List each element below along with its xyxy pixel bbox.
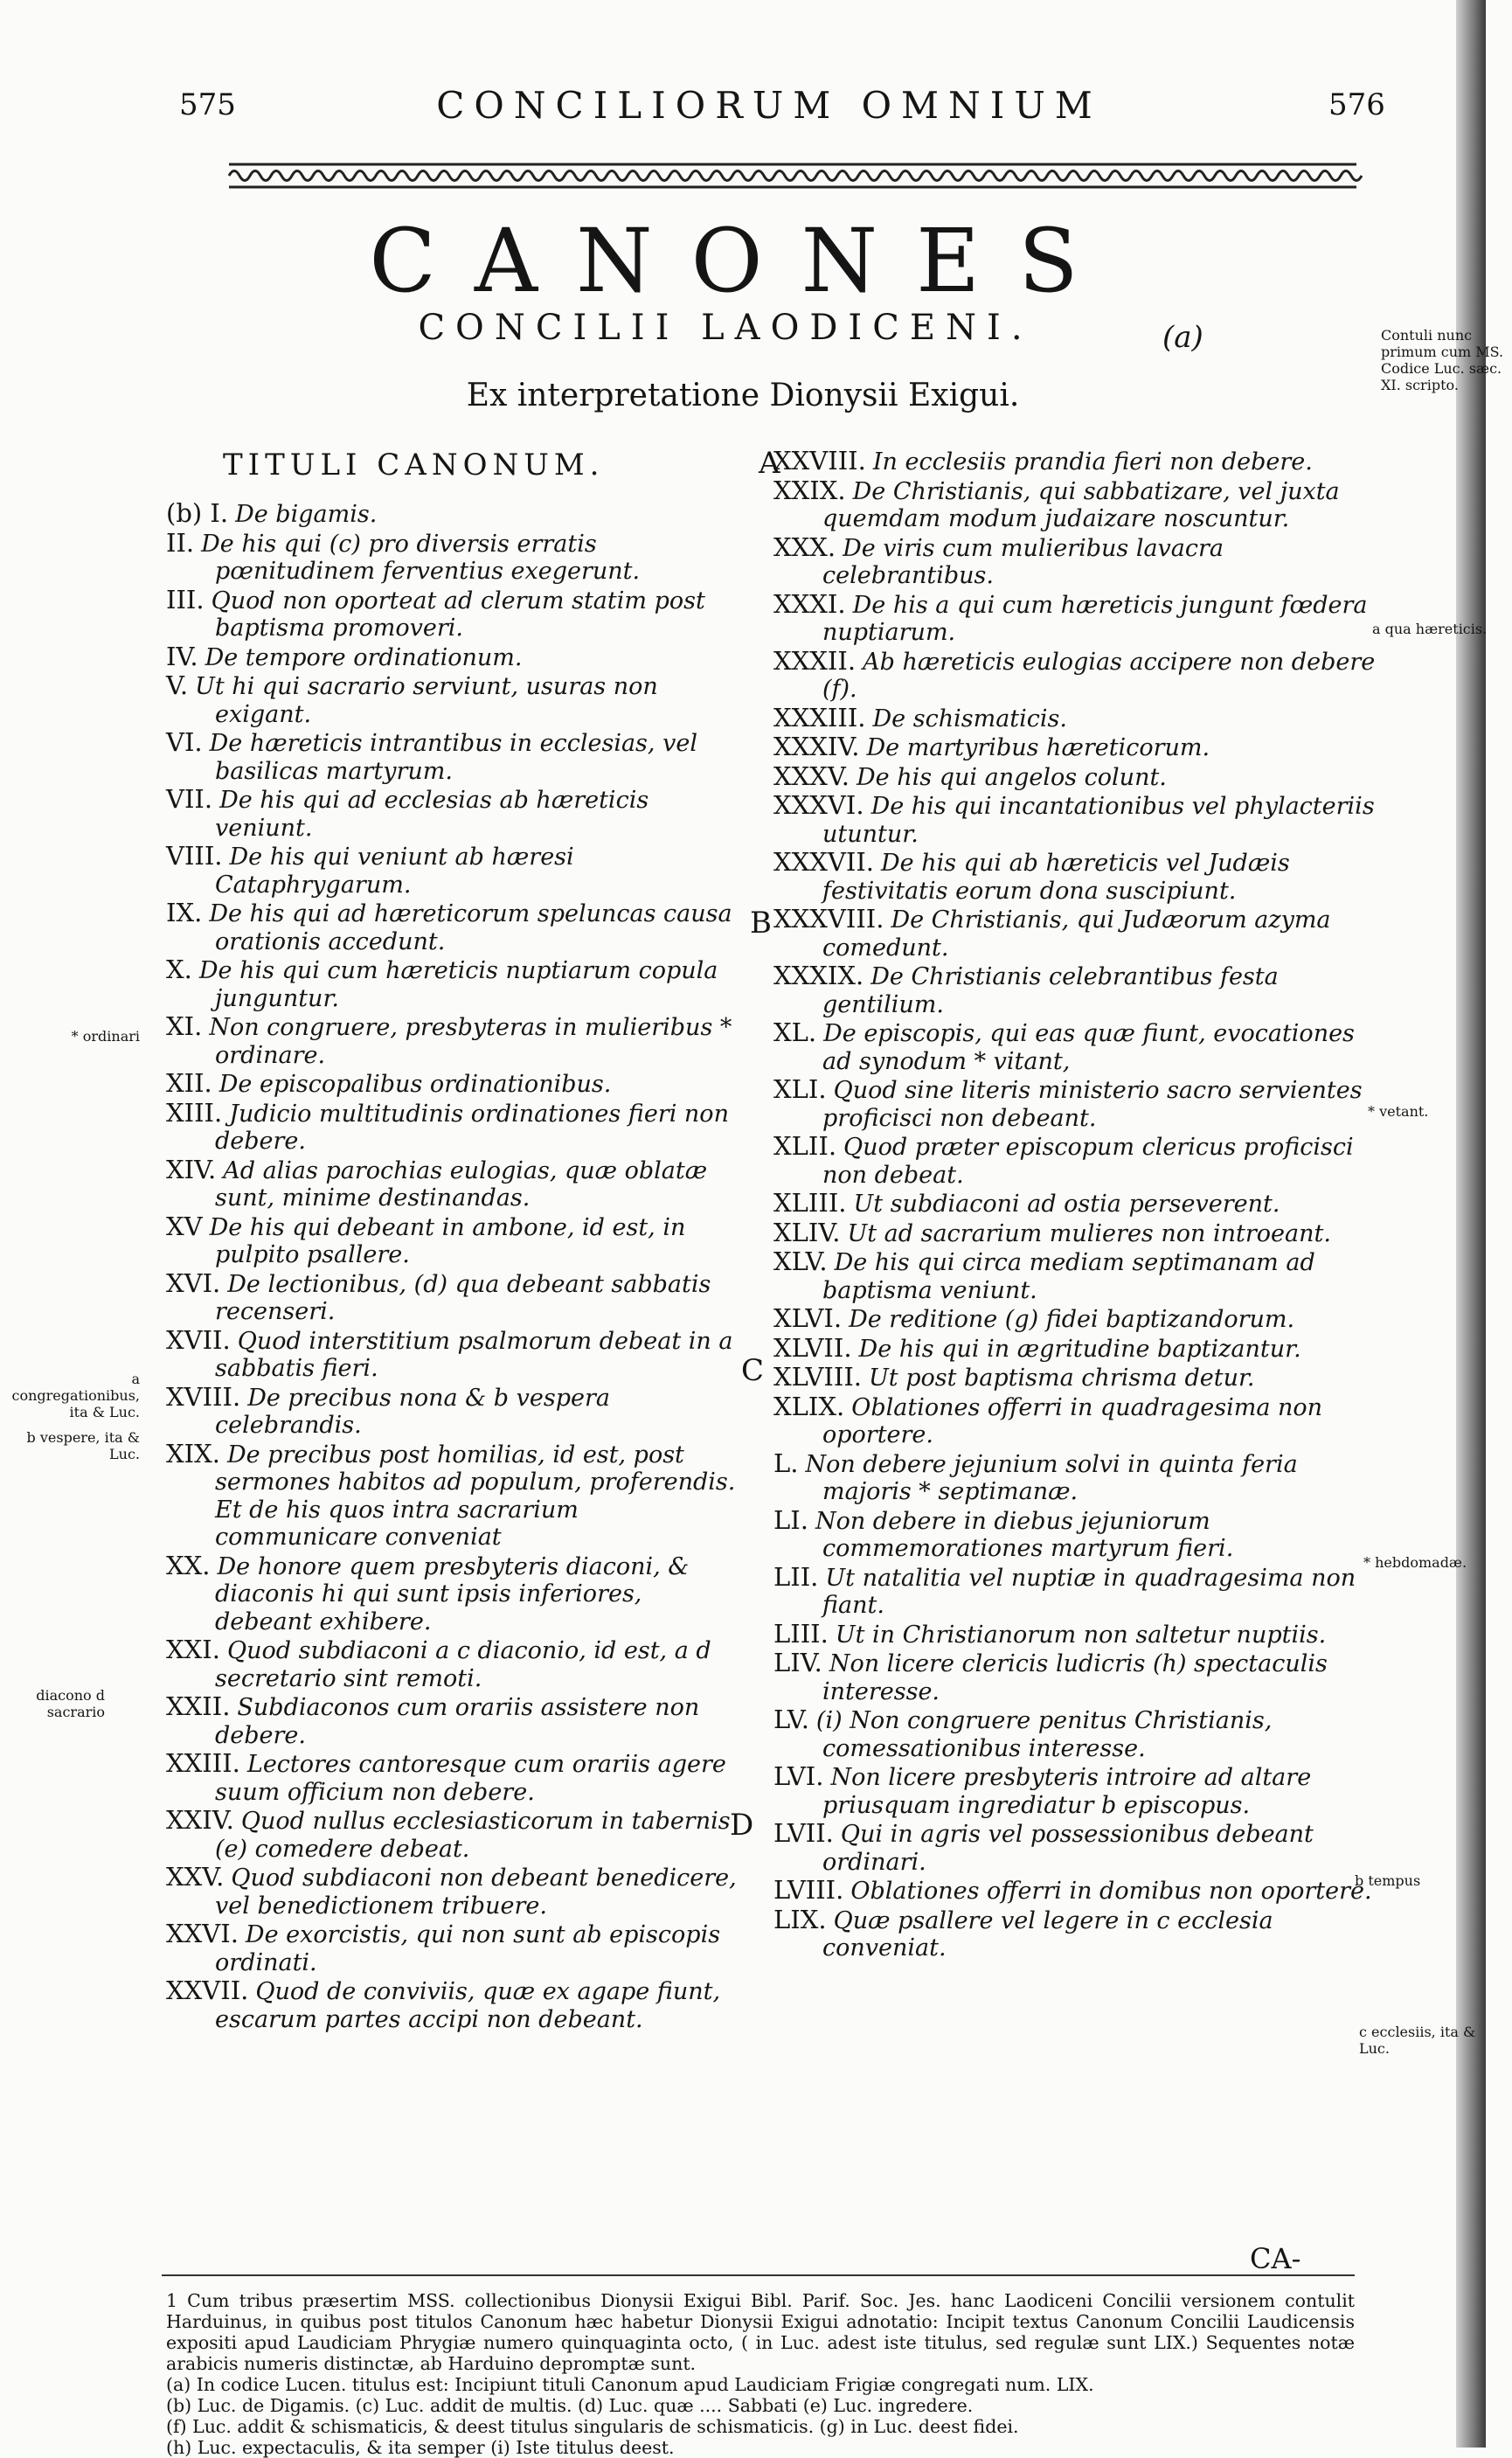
canon-title-entry [166,527,745,586]
canon-title-entry [166,1807,745,1863]
canon-title-entry [773,1877,1377,1906]
canon-title-text: Judicio multitudinis ordinationes fieri non debere. [215,1100,729,1155]
canon-number: IX. [166,898,203,927]
canon-number: XLII. [773,1131,837,1161]
canon-title-text: De reditione (g) fidei baptizandorum. [849,1306,1295,1333]
canon-title-entry [166,1213,745,1269]
canon-title-entry [166,899,745,955]
canon-title-text: De hæreticis intrantibus in ecclesias, vel basilicas martyrum. [209,730,697,785]
canon-number: LI. [773,1504,808,1535]
canon-number: XXXIX. [773,961,864,990]
canon-title-entry [773,1019,1377,1075]
canon-title-entry [166,672,745,728]
canon-title-text: Ut hi qui sacrario serviunt, usuras non exigant. [195,673,658,728]
canon-title-text: De martyribus hæreticorum. [866,734,1210,761]
left-column [166,500,745,2034]
canon-title-entry [166,1156,745,1212]
right-column [773,448,1377,1963]
canon-number: XXVII. [166,1975,249,2005]
canon-title-text: De precibus nona & b vespera celebrandis. [215,1384,610,1439]
canon-title-entry [166,1920,745,1976]
canon-title-entry [773,1763,1377,1819]
page-number-right: 576 [1328,87,1385,122]
canon-title-entry [166,1324,745,1383]
canon-title-entry [773,1820,1377,1876]
canon-title-text: Ut ad sacrarium mulieres non introeant. [847,1219,1331,1247]
canon-title-entry [166,956,745,1012]
canon-number: XXIV. [166,1805,234,1835]
canon-number: XXXI. [773,588,846,619]
canon-title-entry [773,733,1377,762]
canon-number: XV [166,1211,203,1241]
canon-number: XLVIII. [773,1362,862,1392]
canon-title-text: Ut in Christianorum non saltetur nuptiis. [835,1621,1327,1649]
canon-title-text: De his qui angelos colunt. [857,763,1167,791]
canon-title-text: De exorcistis, qui non sunt ab episcopis ordinati. [215,1921,721,1976]
canon-number: XXVIII. [773,446,866,476]
canon-title-entry [166,643,745,672]
footnote: 1 Cum tribus præsertim MSS. collectionibus Dionysii Exigui Bibl. Parif. Soc. Jes. hanc Laodiceni Concilii versionem contulit Harduinus, in quibus post titulos Canonum hæc habetur Dionysii Exigui adnotatio: Incipit textus Canonum Concilii Laudicensis expositi apud Laudiciam Phrygiæ numero quinquaginta octo, ( in Luc. adest iste titulus, sed regulæ sunt LIX.) Sequentes notæ arabicis numeris distinctæ, ab Harduino depromptæ sunt. [166,2290,1355,2374]
canon-title-entry [773,1364,1377,1392]
canon-number: XLI. [773,1074,827,1104]
canon-title-entry [773,792,1377,848]
canon-title-entry [773,448,1377,476]
canon-title-text: Ut natalitia vel nuptiæ in quadragesima non fiant. [822,1564,1356,1619]
canon-title-text: De episcopis, qui eas quæ fiunt, evocationes ad synodum * vitant, [822,1020,1355,1075]
canon-title-entry [166,1552,745,1636]
canon-number: XLVII. [773,1332,852,1363]
canon-number: X. [166,955,192,984]
canon-title-text: Quod interstitium psalmorum debeat in a sabbatis fieri. [215,1327,733,1382]
canon-title-entry [773,645,1377,704]
canon-number: VII. [166,784,213,814]
canon-title-entry [166,843,745,899]
canon-title-text: De his qui ab hæreticis vel Judæis festivitatis eorum dona suscipiunt. [822,850,1290,905]
canon-number: XXXV. [773,760,850,791]
canon-title-entry [773,1190,1377,1219]
canon-title-text: De his qui (c) pro diversis erratis pœnitudinem ferventius exegerunt. [201,530,641,585]
canon-number: XIV. [166,1154,217,1184]
canon-title-entry [773,1706,1377,1762]
subtitle-note: (a) [1162,320,1203,355]
canon-title-entry [773,760,1377,792]
canon-title-text: De his qui ad hæreticorum speluncas causa orationis accedunt. [209,900,732,955]
canon-title-entry [773,531,1377,590]
canon-number: XIII. [166,1097,223,1128]
canon-title-entry [773,1332,1377,1364]
canon-title-text: Non licere presbyteris introire ad altare priusquam ingrediatur b episcopus. [822,1764,1312,1819]
canon-title-entry [166,1381,745,1440]
canon-title-text: De tempore ordinationum. [205,643,523,671]
canon-title-entry [773,1076,1377,1132]
footnote-rule [162,2274,1355,2276]
canon-number: XXXIV. [773,732,860,761]
canon-title-entry [166,1097,745,1156]
canon-title-text: Non debere jejunium solvi in quinta feria majoris * septimanæ. [805,1450,1298,1505]
canon-title-text: Oblationes offerri in domibus non oportere. [850,1878,1372,1905]
canon-number: XXI. [166,1635,220,1664]
footnote: (h) Luc. expectaculis, & ita semper (i) Iste titulus deest. [166,2437,675,2458]
toc-heading: TITULI CANONUM. [223,448,605,483]
canon-title-text: De honore quem presbyteris diaconi, & diaconis hi qui sunt ipsis inferiores, debeant exhibere. [215,1552,690,1635]
subtitle: CONCILII LAODICENI. [418,308,1033,348]
margin-note-diacono: diacono d sacrario [36,1687,105,1720]
canon-title-text: In ecclesiis prandia fieri non debere. [872,448,1313,476]
canon-title-entry [166,1750,745,1806]
canon-title-entry [166,1636,745,1692]
margin-note-contuli: Contuli nunc primum cum MS. Codice Luc. sæc. XI. scripto. [1381,327,1504,393]
canon-title-entry [773,962,1377,1018]
section-letter-d: D [730,1808,754,1843]
canon-number: LIII. [773,1618,829,1649]
section-letter-c: C [741,1353,765,1388]
canon-title-text: De his qui cum hæreticis nuptiarum copula junguntur. [198,957,718,1012]
canon-title-entry [773,1504,1377,1563]
canon-number: VI. [166,727,203,757]
canon-title-text: Quod de conviviis, quæ ex agape fiunt, escarum partes accipi non debeant. [215,1978,721,2033]
canon-number: LV. [773,1705,809,1734]
canon-number: XXXVI. [773,790,864,820]
canon-title-entry [166,1693,745,1749]
canon-title-text: Ab hæreticis eulogias accipere non debere (f). [822,648,1376,703]
canon-number: XLIX. [773,1391,845,1421]
canon-number: XXX. [773,531,836,562]
canon-number: XL. [773,1017,817,1047]
margin-note-vetant: * vetant. [1368,1103,1429,1120]
canon-number: XLIV. [773,1217,841,1247]
canon-title-text: Non debere in diebus jejuniorum commemorationes martyrum fieri. [815,1507,1234,1562]
canon-number: LIV. [773,1648,822,1677]
catchword: CA- [1250,2242,1301,2275]
canon-title-text: De Christianis celebrantibus festa gentilium. [822,963,1279,1018]
canon-title-text: De his qui circa mediam septimanam ad baptisma veniunt. [822,1249,1315,1304]
canon-title-text: Ut subdiaconi ad ostia perseverent. [853,1191,1280,1218]
footnote: (b) Luc. de Digamis. (c) Luc. addit de multis. (d) Luc. quæ .... Sabbati (e) Luc. ingredere. [166,2395,974,2416]
canon-number: II. [166,527,195,558]
canon-title-text: Subdiaconos cum orariis assistere non debere. [215,1694,700,1749]
canon-number: XII. [166,1068,212,1098]
footnote: (f) Luc. addit & schismaticis, & deest titulus singularis de schismaticis. (g) in Luc. deest fidei. [166,2416,1019,2437]
canon-title-text: De Christianis, qui Judæorum azyma comedunt. [822,906,1331,962]
margin-note-congregationibus: a congregationibus, ita & Luc. [11,1371,140,1420]
canon-title-entry [773,1618,1377,1649]
canon-title-entry [773,477,1377,533]
canon-title-entry [773,1906,1377,1962]
canon-title-entry [773,906,1377,962]
canon-title-text: De lectionibus, (d) qua debeant sabbatis recenseri. [215,1270,711,1325]
canon-title-entry [773,1393,1377,1449]
canon-number: XXV. [166,1862,225,1892]
canon-title-entry [166,729,745,785]
canon-title-entry [166,1864,745,1920]
canon-number: XVIII. [166,1381,241,1412]
canon-title-text: Non licere clericis ludicris (h) spectaculis interesse. [822,1650,1328,1705]
canon-number: XXXIII. [773,702,866,733]
canon-title-text: Quod nullus ecclesiasticorum in tabernis (e) comedere debeat. [215,1808,731,1863]
interpretation-line: Ex interpretatione Dionysii Exigui. [466,378,1020,413]
canon-title-entry [773,1561,1377,1620]
canon-title-text: Quod sine literis ministerio sacro servientes proficisci non debeant. [822,1077,1363,1132]
canon-title-text: Quæ psallere vel legere in c ecclesia conveniat. [822,1906,1273,1962]
canon-title-text: De his qui veniunt ab hæresi Cataphrygarum. [215,844,574,899]
canon-title-entry [773,1450,1377,1506]
main-title: CANONES [369,210,1117,312]
canon-title-entry [166,1013,745,1069]
canon-number: XXXVIII. [773,904,884,934]
canon-title-text: De his qui incantationibus vel phylacteriis utuntur. [822,793,1375,848]
canon-title-text: De bigamis. [235,501,378,528]
canon-number: XVI. [166,1267,221,1298]
canon-number: (b) I. [166,498,229,528]
canon-title-entry [773,1219,1377,1248]
canon-title-entry [166,1267,745,1326]
ornamental-rule [229,161,1356,191]
canon-number: LIX. [773,1904,827,1934]
canon-title-entry [166,500,745,529]
canon-title-text: De viris cum mulieribus lavacra celebrantibus. [822,534,1224,589]
canon-title-text: Oblationes offerri in quadragesima non oportere. [822,1393,1323,1448]
canon-title-text: De episcopalibus ordinationibus. [218,1071,612,1098]
canon-title-text: Ut post baptisma chrisma detur. [869,1364,1255,1392]
canon-number: LII. [773,1561,819,1592]
canon-number: XVII. [166,1324,231,1355]
canon-title-entry [166,1070,745,1099]
canon-title-entry [773,849,1377,905]
canon-title-entry [166,584,745,642]
canon-number: III. [166,584,205,614]
margin-note-haereticis: a qua hæreticis. [1372,621,1488,637]
margin-note-ecclesiis: c ecclesiis, ita & Luc. [1359,2024,1476,2057]
canon-title-text: Quod non oporteat ad clerum statim post baptisma promoveri. [211,587,705,642]
canon-title-entry [166,1977,745,2033]
canon-number: XXII. [166,1691,231,1721]
canon-number: XXIX. [773,475,846,505]
canon-title-entry [773,1649,1377,1705]
canon-number: LVIII. [773,1875,844,1905]
canon-title-entry [773,588,1377,647]
canon-title-entry [773,1305,1377,1334]
canon-title-text: (i) Non congruere penitus Christianis, comessationibus interesse. [815,1707,1273,1762]
running-head: CONCILIORUM OMNIUM [436,84,1102,127]
canon-number: XXXVII. [773,847,875,877]
canon-title-text: Lectores cantoresque cum orariis agere suum officium non debere. [215,1751,726,1806]
canon-title-entry [773,1133,1377,1189]
canon-number: XLVI. [773,1303,843,1333]
canon-title-text: De Christianis, qui sabbatizare, vel juxta quemdam modum judaizare noscuntur. [822,477,1340,532]
canon-number: XIX. [166,1438,220,1469]
footnote: (a) In codice Lucen. titulus est: Incipiunt tituli Canonum apud Laudiciam Frigiæ congregati num. LIX. [166,2374,1094,2395]
canon-number: L. [773,1448,799,1478]
canon-title-text: De precibus post homilias, id est, post sermones habitos ad populum, proferendis. Et de his quos intra sacrarium communicare conveniat [215,1441,736,1551]
canon-number: XXVI. [166,1919,239,1948]
canon-title-text: Qui in agris vel possessionibus debeant ordinari. [822,1821,1314,1876]
canon-title-text: Quod subdiaconi non debeant benedicere, vel benedictionem tribuere. [215,1864,737,1920]
canon-number: LVI. [773,1761,824,1791]
margin-note-hebdomadae: * hebdomadæ. [1363,1554,1467,1571]
canon-number: IV. [166,641,198,671]
canon-number: XX. [166,1550,211,1580]
canon-number: LVII. [773,1818,834,1848]
canon-title-text: De his a qui cum hæreticis jungunt fœdera nuptiarum. [822,591,1368,646]
canon-title-text: Non congruere, presbyteras in mulieribus * ordinare. [209,1014,732,1069]
canon-number: XI. [166,1011,203,1041]
section-letter-a: A [759,446,780,481]
section-letter-b: B [750,906,772,941]
canon-number: XXXII. [773,645,857,676]
canon-number: V. [166,670,189,700]
canon-title-entry [166,1438,745,1552]
canon-title-text: De his qui in ægritudine baptizantur. [858,1335,1301,1363]
canon-title-text: De his qui debeant in ambone, id est, in pulpito psallere. [209,1213,686,1268]
canon-title-text: Quod præter episcopum clericus proficisci non debeat. [822,1134,1354,1189]
page-number-left: 575 [179,87,236,122]
canon-title-text: De his qui ad ecclesias ab hæreticis veniunt. [215,787,649,842]
canon-title-text: Ad alias parochias eulogias, quæ oblatæ sunt, minime destinandas. [215,1156,708,1212]
canon-title-entry [166,786,745,842]
margin-note-vespere: b vespere, ita & Luc. [26,1429,140,1462]
margin-note-tempus: b tempus [1355,1872,1421,1889]
canon-title-text: De schismaticis. [872,705,1067,733]
canon-number: XLV. [773,1246,828,1276]
footnotes [166,2290,1355,2458]
margin-note-ordinari: * ordinari [71,1028,140,1045]
canon-number: XLIII. [773,1188,847,1218]
canon-title-entry [773,702,1377,733]
canon-number: VIII. [166,841,223,871]
canon-title-entry [773,1248,1377,1304]
canon-title-text: Quod subdiaconi a c diaconio, id est, a d secretario sint remoti. [215,1637,711,1692]
canon-number: XXIII. [166,1748,240,1778]
